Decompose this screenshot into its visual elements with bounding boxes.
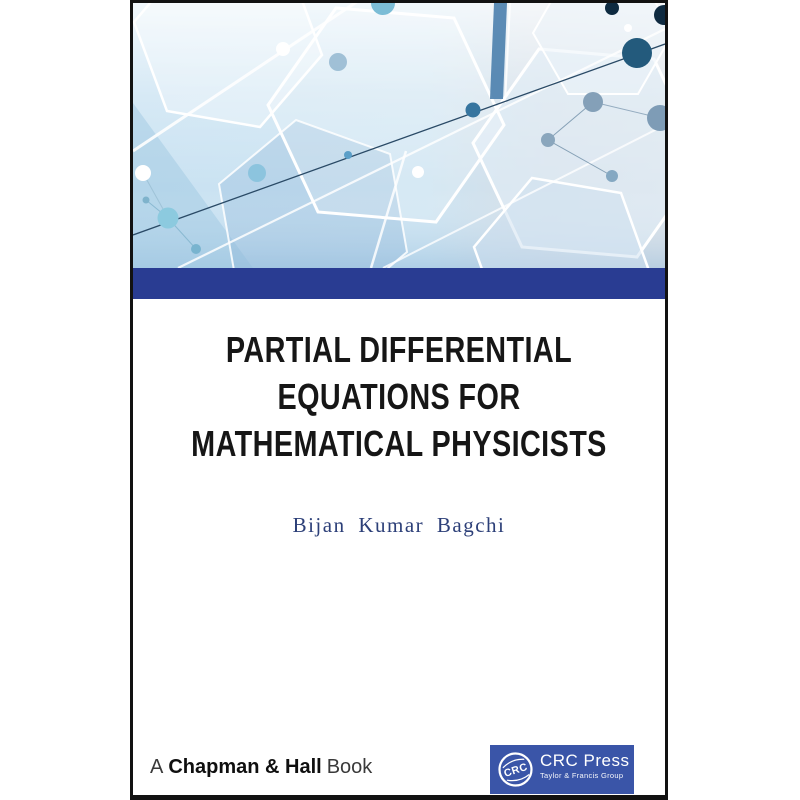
author-name: Bijan Kumar Bagchi: [292, 513, 506, 537]
publisher-text: [540, 752, 630, 780]
crc-monogram-text: CRC: [502, 760, 530, 780]
cover-artwork: [133, 3, 665, 268]
book-cover: [130, 0, 668, 800]
book-title: [186, 326, 612, 467]
publisher-tagline: Taylor & Francis Group: [540, 771, 624, 780]
hexagon-artwork-svg: [133, 3, 665, 268]
title-line-2: EQUATIONS FOR: [277, 376, 521, 417]
crc-monogram-icon: [497, 751, 534, 788]
title-line-1: PARTIAL DIFFERENTIAL: [225, 329, 573, 370]
imprint-prefix: A: [150, 756, 164, 778]
imprint-suffix: Book: [326, 756, 373, 778]
title-line-3: MATHEMATICAL PHYSICISTS: [191, 423, 607, 464]
publisher-name: CRC Press: [540, 751, 630, 770]
publisher-logo: [490, 745, 634, 794]
imprint-line: [150, 756, 372, 779]
imprint-name: Chapman & Hall: [168, 756, 322, 778]
accent-band: [133, 268, 665, 299]
